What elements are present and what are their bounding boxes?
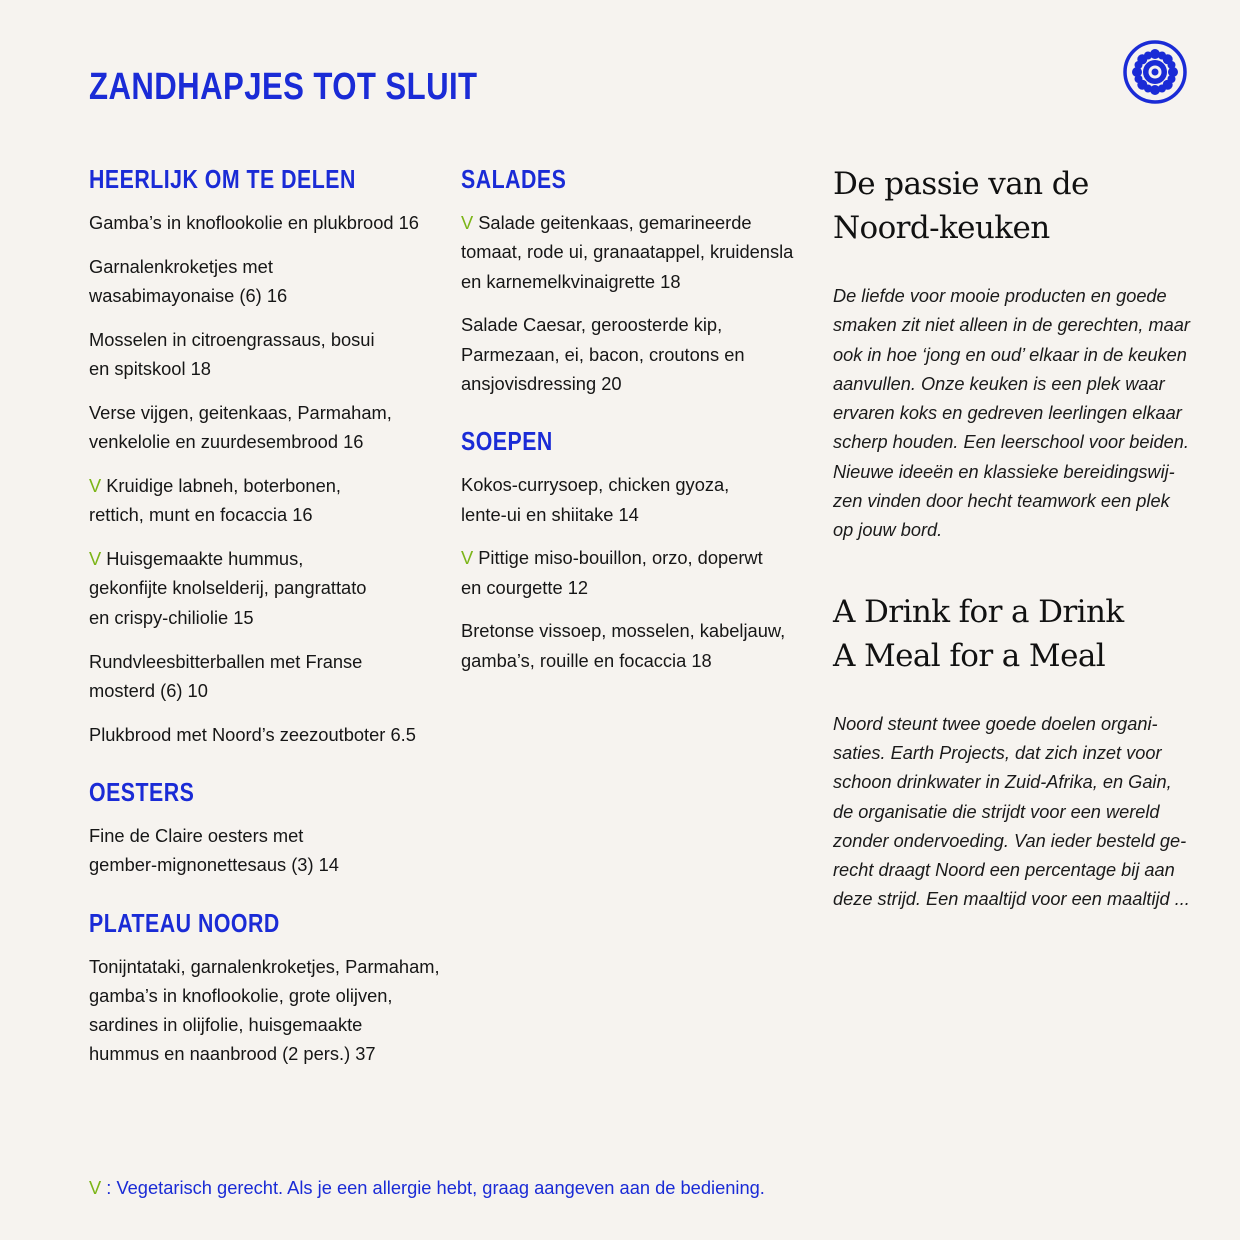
menu-item-text: Tonijntataki, garnalenkroketjes, Parmaham, gamba’s in knoflookolie, grote olijven, sardines in olijfolie, huisgemaakte hummus en naanbrood (2 pers.) 37 — [89, 955, 440, 1065]
drink-block — [833, 590, 1193, 915]
footer-note — [89, 1174, 765, 1202]
menu-item — [461, 470, 811, 529]
menu-item-text: Bretonse vissoep, mosselen, kabeljauw, gamba’s, rouille en focaccia 18 — [461, 620, 786, 671]
section-heading: OESTERS — [89, 776, 195, 807]
menu-item-text: Plukbrood met Noord’s zeezoutboter 6.5 — [89, 723, 416, 745]
section-heading: SOEPEN — [461, 426, 553, 457]
section-heading: SALADES — [461, 164, 567, 194]
menu-item-text: Gamba’s in knoflookolie en plukbrood 16 — [89, 212, 419, 233]
menu-list — [461, 208, 811, 398]
text-line: zonder ondervoeding. Van ieder besteld ge- — [833, 830, 1187, 851]
menu-list — [89, 821, 449, 880]
menu-item — [461, 208, 811, 296]
menu-item — [89, 325, 449, 384]
menu-item — [461, 616, 811, 675]
text-line: recht draagt Noord een percentage bij aan — [833, 860, 1175, 881]
veg-mark: V — [89, 1177, 102, 1198]
section-heading: HEERLIJK OM TE DELEN — [89, 164, 356, 194]
menu-item — [461, 310, 811, 398]
text-line: Noord steunt twee goede doelen organi- — [833, 713, 1158, 734]
page-title: ZANDHAPJES TOT SLUIT — [89, 66, 478, 108]
menu-item-text: Rundvleesbitterballen met Franse mosterd (6) 10 — [89, 650, 363, 701]
vegetarian-mark: V — [89, 548, 102, 570]
menu-item — [89, 398, 449, 457]
story-column — [833, 162, 1193, 915]
menu-item-text: Fine de Claire oesters met gember-mignonettesaus (3) 14 — [89, 824, 339, 876]
menu-item — [89, 208, 449, 237]
drink-heading: A Drink for a Drink A Meal for a Meal — [833, 593, 1124, 674]
passion-block — [833, 162, 1193, 546]
menu-item — [89, 720, 449, 749]
menu-item-text: Salade geitenkaas, gemarineerde tomaat, rode ui, granaatappel, kruidensla en karnemelkvinaigrette 18 — [461, 212, 794, 292]
passion-heading: De passie van de Noord-keuken — [833, 166, 1089, 246]
footer-text: : Vegetarisch gerecht. Als je een allergie hebt, graag aangeven aan de bediening. — [101, 1177, 765, 1198]
text-line: zen vinden door hecht teamwork een plek — [833, 491, 1170, 512]
text-line: smaken zit niet alleen in de gerechten, maar — [833, 315, 1190, 336]
menu-item — [461, 543, 811, 602]
menu-item-text: Verse vijgen, geitenkaas, Parmaham, venkelolie en zuurdesembrood 16 — [89, 401, 392, 453]
menu-item — [89, 821, 449, 880]
menu-list — [461, 470, 811, 675]
menu-column-1 — [89, 162, 449, 1095]
text-line: saties. Earth Projects, dat zich inzet voor — [833, 742, 1162, 763]
menu-item-text: Pittige miso-bouillon, orzo, doperwt en courgette 12 — [461, 547, 763, 598]
text-line: Nieuwe ideeën en klassieke bereidingswij- — [833, 461, 1175, 482]
text-line: op jouw bord. — [833, 520, 943, 541]
text-line: ervaren koks en gedreven leerlingen elkaar — [833, 403, 1182, 424]
menu-item-text: Salade Caesar, geroosterde kip, Parmezaan, ei, bacon, croutons en ansjovisdressing 20 — [461, 314, 745, 394]
vegetarian-mark: V — [461, 547, 474, 569]
menu-item — [89, 647, 449, 706]
drink-text — [833, 710, 1193, 915]
vegetarian-mark: V — [89, 475, 102, 497]
text-line: De liefde voor mooie producten en goede — [833, 286, 1167, 306]
menu-item-text: Kruidige labneh, boterbonen, rettich, munt en focaccia 16 — [89, 475, 341, 526]
passion-text — [833, 282, 1193, 546]
menu-item-text: Garnalenkroketjes met wasabimayonaise (6) 16 — [89, 255, 288, 307]
menu-item — [89, 252, 449, 311]
text-line: de organisatie die strijdt voor een wereld — [833, 801, 1160, 822]
vegetarian-mark: V — [461, 212, 474, 233]
menu-column-2 — [461, 162, 811, 701]
menu-item-text: Mosselen in citroengrassaus, bosui en spitskool 18 — [89, 328, 375, 380]
menu-item — [89, 952, 449, 1069]
menu-item — [89, 471, 449, 530]
text-line: aanvullen. Onze keuken is een plek waar — [833, 373, 1165, 394]
menu-list — [89, 952, 449, 1069]
text-line: schoon drinkwater in Zuid-Afrika, en Gain, — [833, 772, 1172, 793]
menu-list — [89, 208, 449, 749]
flower-icon — [1122, 40, 1188, 104]
text-line: deze strijd. Een maaltijd voor een maaltijd ... — [833, 889, 1190, 910]
section-heading: PLATEAU NOORD — [89, 907, 280, 938]
menu-item-text: Huisgemaakte hummus, gekonfijte knolselderij, pangrattato en crispy-chiliolie 15 — [89, 548, 367, 628]
menu-item-text: Kokos-currysoep, chicken gyoza, lente-ui en shiitake 14 — [461, 474, 730, 525]
text-line: scherp houden. Een leerschool voor beiden. — [833, 432, 1189, 453]
menu-item — [89, 544, 449, 632]
text-line: ook in hoe ‘jong en oud’ elkaar in de keuken — [833, 344, 1187, 365]
